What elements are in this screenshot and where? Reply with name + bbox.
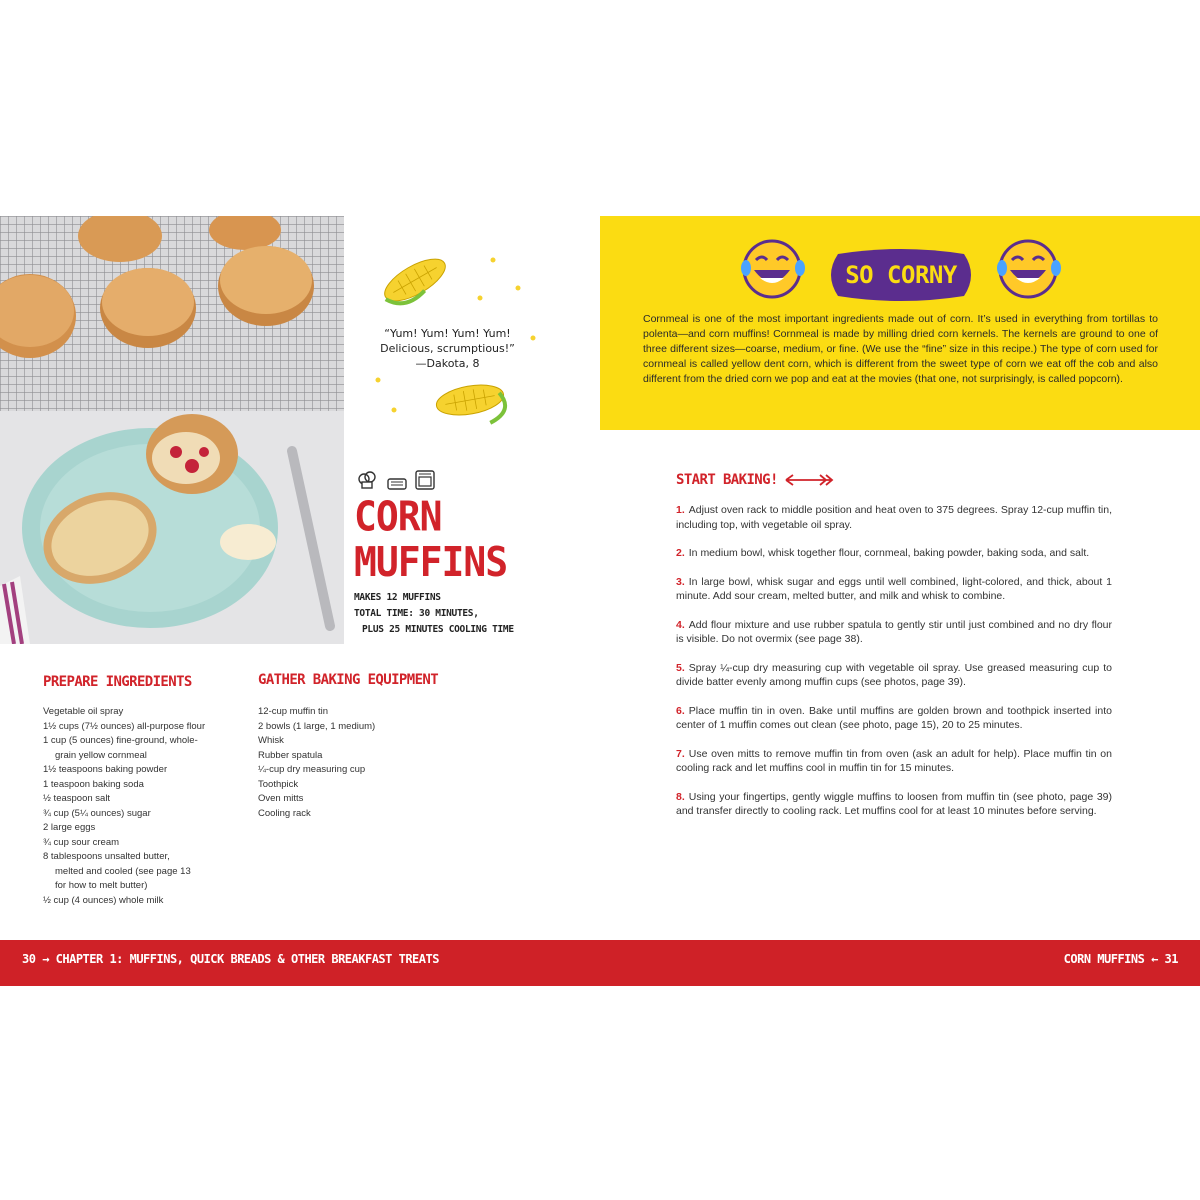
list-item: ¾ cup (5¼ ounces) sugar (43, 807, 151, 819)
chapter-title: CHAPTER 1: MUFFINS, QUICK BREADS & OTHER BREAKFAST TREATS (55, 952, 439, 966)
title-line-2: MUFFINS (354, 538, 508, 586)
list-item: Toothpick (258, 778, 299, 790)
recipe-name: CORN MUFFINS (1063, 952, 1145, 966)
step-item: 7. Use oven mitts to remove muffin tin from oven (ask an adult for help). Place muffin tin on cooling rack and let muffins cool in muffin tin for 15 minutes. (676, 747, 1112, 774)
toaster-icon (388, 479, 406, 489)
list-item: ¼-cup dry measuring cup (258, 764, 366, 775)
ingredients-list (43, 705, 205, 908)
page-footer (0, 940, 1200, 986)
chef-hat-icon (359, 472, 375, 488)
makes-text: MAKES 12 MUFFINS (354, 592, 441, 603)
step-item: 5. Spray ¼-cup dry measuring cup with vegetable oil spray. Use greased measuring cup to divide batter evenly among muffin cups (see photos, page 39). (676, 661, 1112, 688)
list-item: Oven mitts (258, 793, 304, 804)
footer-right (1064, 940, 1178, 978)
total-time-text: TOTAL TIME: 30 MINUTES, (354, 608, 479, 619)
start-baking-label: START BAKING! (676, 472, 778, 488)
list-item: Cooling rack (258, 807, 311, 819)
step-item: 8. Using your fingertips, gently wiggle muffins to loosen from muffin tin (see photo, page 39) and transfer directly to cooling rack. Let muffins cool for at least 10 minutes before serving. (676, 790, 1112, 817)
step-item: 2. In medium bowl, whisk together flour, cornmeal, baking powder, baking soda, and salt. (676, 547, 1090, 559)
cooling-time-text: PLUS 25 MINUTES COOLING TIME (362, 624, 514, 635)
arrow-left-icon (784, 473, 836, 487)
list-item: 1½ cups (7½ ounces) all-purpose flour (43, 720, 206, 732)
muffins-photo (0, 216, 344, 644)
step-item: 6. Place muffin tin in oven. Bake until muffins are golden brown and toothpick inserted into center of 1 muffin comes out clean (see photo, page 15), 20 to 25 minutes. (676, 704, 1112, 731)
step-item: 4. Add flour mixture and use rubber spatula to gently stir until just combined and no dry flour is visible. Do not overmix (see page 38). (676, 618, 1112, 645)
quote-line-1: “Yum! Yum! Yum! Yum! (384, 327, 511, 340)
list-item: 1 cup (5 ounces) fine-ground, whole- (43, 735, 198, 746)
list-item: Vegetable oil spray (43, 706, 124, 717)
so-corny-badge (828, 248, 974, 302)
page-number-left: 30 (22, 952, 36, 966)
footer-left (22, 940, 439, 978)
quote-author: —Dakota, 8 (415, 357, 480, 370)
badge-text: SO CORNY (845, 261, 957, 289)
list-item: 1 teaspoon baking soda (43, 778, 144, 790)
list-item: ½ teaspoon salt (43, 793, 111, 804)
list-item: grain yellow cornmeal (55, 749, 147, 761)
list-item: 1½ teaspoons baking powder (43, 764, 168, 775)
page-number-right: 31 (1164, 952, 1178, 966)
list-item: Rubber spatula (258, 749, 323, 761)
arrow-left-icon: ← (1151, 952, 1165, 966)
quote-line-2: Delicious, scrumptious!” (380, 342, 515, 355)
oven-icon (416, 471, 434, 489)
list-item: 12-cup muffin tin (258, 706, 329, 717)
steps-list (676, 503, 1112, 833)
list-item: melted and cooled (see page 13 (55, 865, 191, 877)
difficulty-icons (356, 469, 440, 491)
step-item: 1. Adjust oven rack to middle position and heat oven to 375 degrees. Spray 12-cup muffin tin, including top, with vegetable oil spray. (676, 504, 1112, 531)
step-item: 3. In large bowl, whisk sugar and eggs until well combined, light-colored, and thick, about 1 minute. Add sour cream, melted butter, and milk and whisk to combine. (676, 575, 1112, 602)
prepare-ingredients-heading: PREPARE INGREDIENTS (43, 674, 192, 690)
list-item: 2 bowls (1 large, 1 medium) (258, 720, 376, 732)
list-item: Whisk (258, 735, 284, 746)
kid-quote (360, 326, 535, 371)
recipe-meta (354, 590, 514, 638)
laughing-emoji-icon (740, 238, 808, 300)
title-line-1: CORN (354, 492, 442, 541)
list-item: for how to melt butter) (55, 880, 148, 891)
gather-equipment-heading: GATHER BAKING EQUIPMENT (258, 672, 439, 688)
recipe-title (354, 494, 507, 585)
list-item: ½ cup (4 ounces) whole milk (43, 894, 164, 906)
list-item: 8 tablespoons unsalted butter, (43, 851, 170, 862)
list-item: ¾ cup sour cream (43, 836, 120, 848)
sidebar-body-text: Cornmeal is one of the most important ingredients made out of corn. It’s used in everything from tortillas to polenta—and corn muffins! Cornmeal is made by milling dried corn kernels. The kernels are ground to one of three different sizes—coarse, medium, or fine. (We use the “fine” size in this recipe.) The type of corn used for cornmeal is called yellow dent corn, which is different from the sweet type of corn we eat off the cob and also different from the dried corn we pop and eat at the movies (that one, not surprisingly, is called popcorn). (643, 313, 1158, 385)
equipment-list (258, 705, 375, 821)
arrow-right-icon: → (42, 952, 56, 966)
start-baking-heading (676, 472, 836, 488)
list-item: 2 large eggs (43, 822, 96, 833)
laughing-emoji-icon (996, 238, 1064, 300)
